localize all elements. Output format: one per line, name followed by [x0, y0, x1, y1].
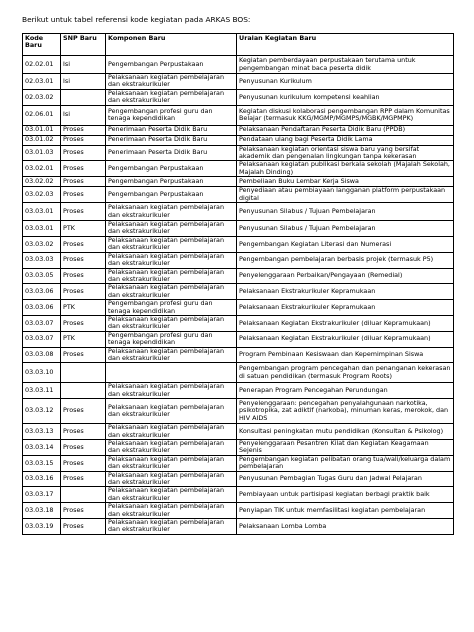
uraian-cell: Penyelenggaraan: pencegahan penyalahgunaan narkotika, psikotropika, zat adiktif (narkoba), minuman keras, merokok, dan HIV AIDS	[237, 399, 454, 424]
table-row	[23, 331, 454, 347]
table-row	[23, 145, 454, 161]
uraian-cell: Pengembangan kegiatan pelibatan orang tua/wali/keluarga dalam pembelajaran	[237, 455, 454, 471]
snp-cell: Proses	[61, 347, 106, 363]
table-row	[23, 503, 454, 519]
komponen-cell: Pelaksanaan kegiatan pembelajaran dan ekstrakurikuler	[106, 315, 237, 331]
table-row	[23, 471, 454, 487]
komponen-cell: Penerimaan Peserta Didik Baru	[106, 135, 237, 145]
kode-cell: 03.03.07	[23, 315, 61, 331]
komponen-cell: Pelaksanaan kegiatan pembelajaran dan ekstrakurikuler	[106, 383, 237, 399]
uraian-cell: Penyelenggaraan Pesantren Kilat dan Kegiatan Keagamaan Sejenis	[237, 440, 454, 456]
table-row	[23, 135, 454, 145]
komponen-cell: Pelaksanaan kegiatan pembelajaran dan ekstrakurikuler	[106, 268, 237, 284]
snp-cell: Proses	[61, 145, 106, 161]
table-row	[23, 252, 454, 268]
kode-cell: 03.01.01	[23, 125, 61, 135]
uraian-cell: Penyediaan atau pembiayaan langganan platform perpustakaan digital	[237, 187, 454, 203]
komponen-cell: Pelaksanaan kegiatan pembelajaran dan ekstrakurikuler	[106, 236, 237, 252]
komponen-cell: Pelaksanaan kegiatan pembelajaran dan ekstrakurikuler	[106, 471, 237, 487]
kode-cell: 03.03.07	[23, 331, 61, 347]
uraian-cell: Pembiayaan untuk partisipasi kegiatan berbagi praktik baik	[237, 487, 454, 503]
snp-cell: Proses	[61, 252, 106, 268]
uraian-cell: Pengembangan Kegiatan Literasi dan Numerasi	[237, 236, 454, 252]
komponen-cell: Pengembangan profesi guru dan tenaga kependidikan	[106, 331, 237, 347]
kode-cell: 03.03.03	[23, 252, 61, 268]
kode-cell: 03.02.01	[23, 161, 61, 177]
uraian-cell: Pelaksanaan kegiatan publikasi berkala sekolah (Majalah Sekolah, Majalah Dinding)	[237, 161, 454, 177]
table-row	[23, 455, 454, 471]
table-row	[23, 105, 454, 125]
table-row	[23, 347, 454, 363]
header-uraian-kegiatan: Uraian Kegiatan Baru	[237, 34, 454, 56]
snp-cell: Proses	[61, 135, 106, 145]
uraian-cell: Pelaksanaan Ekstrakurikuler Kepramukaan	[237, 284, 454, 300]
snp-cell: Proses	[61, 125, 106, 135]
snp-cell: Proses	[61, 455, 106, 471]
uraian-cell: Pelaksanaan Kegiatan Ekstrakurikuler (diluar Kepramukaan)	[237, 315, 454, 331]
kode-cell: 03.03.01	[23, 221, 61, 237]
komponen-cell: Pelaksanaan kegiatan pembelajaran dan ekstrakurikuler	[106, 89, 237, 105]
uraian-cell: Penyusunan Kurikulum	[237, 74, 454, 90]
snp-cell: Proses	[61, 440, 106, 456]
kode-cell: 03.03.15	[23, 455, 61, 471]
table-row	[23, 74, 454, 90]
komponen-cell	[106, 363, 237, 383]
uraian-cell: Penerapan Program Pencegahan Perundungan	[237, 383, 454, 399]
table-row	[23, 221, 454, 237]
komponen-cell: Pengembangan Perpustakaan	[106, 187, 237, 203]
snp-cell: Proses	[61, 177, 106, 187]
uraian-cell: Penyiapan TIK untuk memfasilitasi kegiatan pembelajaran	[237, 503, 454, 519]
header-snp-baru: SNP Baru	[61, 34, 106, 56]
uraian-cell: Pengembangan program pencegahan dan penanganan kekerasan di satuan pendidikan (termasuk Program Roots)	[237, 363, 454, 383]
table-row	[23, 399, 454, 424]
komponen-cell: Pelaksanaan kegiatan pembelajaran dan ekstrakurikuler	[106, 221, 237, 237]
komponen-cell: Pelaksanaan kegiatan pembelajaran dan ekstrakurikuler	[106, 399, 237, 424]
snp-cell: Proses	[61, 284, 106, 300]
snp-cell: Proses	[61, 203, 106, 221]
komponen-cell: Pelaksanaan kegiatan pembelajaran dan ekstrakurikuler	[106, 440, 237, 456]
komponen-cell: Pengembangan profesi guru dan tenaga kependidikan	[106, 105, 237, 125]
header-kode-baru: Kode Baru	[23, 34, 61, 56]
snp-cell: Proses	[61, 471, 106, 487]
snp-cell: Proses	[61, 187, 106, 203]
kode-cell: 03.03.16	[23, 471, 61, 487]
komponen-cell: Penerimaan Peserta Didik Baru	[106, 125, 237, 135]
snp-cell: Proses	[61, 236, 106, 252]
uraian-cell: Penyusunan Silabus / Tujuan Pembelajaran	[237, 221, 454, 237]
komponen-cell: Pelaksanaan kegiatan pembelajaran dan ekstrakurikuler	[106, 252, 237, 268]
snp-cell: Proses	[61, 268, 106, 284]
snp-cell: PTK	[61, 221, 106, 237]
kode-cell: 03.03.01	[23, 203, 61, 221]
kode-cell: 03.02.02	[23, 177, 61, 187]
komponen-cell: Pelaksanaan kegiatan pembelajaran dan ekstrakurikuler	[106, 74, 237, 90]
komponen-cell: Pelaksanaan kegiatan pembelajaran dan ekstrakurikuler	[106, 424, 237, 440]
uraian-cell: Pelaksanaan Lomba Lomba	[237, 519, 454, 535]
snp-cell: Proses	[61, 519, 106, 535]
kode-cell: 03.03.12	[23, 399, 61, 424]
snp-cell: Proses	[61, 161, 106, 177]
kode-cell: 03.03.11	[23, 383, 61, 399]
komponen-cell: Pengembangan Perpustakaan	[106, 177, 237, 187]
komponen-cell: Pengembangan Perpustakaan	[106, 56, 237, 74]
kode-cell: 02.03.02	[23, 89, 61, 105]
table-header-row	[23, 34, 454, 56]
table-row	[23, 284, 454, 300]
uraian-cell: Kegiatan diskusi kolaborasi pengembangan RPP dalam Komunitas Belajar (termasuk KKG/MGMP/MGMPS/MGBK/MGPMPK)	[237, 105, 454, 125]
uraian-cell: Konsultasi peningkatan mutu pendidikan (Konsultan & Psikolog)	[237, 424, 454, 440]
komponen-cell: Pengembangan profesi guru dan tenaga kependidikan	[106, 300, 237, 316]
kode-cell: 03.01.03	[23, 145, 61, 161]
table-row	[23, 203, 454, 221]
komponen-cell: Pelaksanaan kegiatan pembelajaran dan ekstrakurikuler	[106, 487, 237, 503]
uraian-cell: Pelaksanaan Pendaftaran Peserta Didik Baru (PPDB)	[237, 125, 454, 135]
table-row	[23, 519, 454, 535]
uraian-cell: Pembeliaan Buku Lembar Kerja Siswa	[237, 177, 454, 187]
kode-cell: 03.03.14	[23, 440, 61, 456]
kode-cell: 03.03.17	[23, 487, 61, 503]
snp-cell	[61, 89, 106, 105]
komponen-cell: Pelaksanaan kegiatan pembelajaran dan ekstrakurikuler	[106, 203, 237, 221]
komponen-cell: Pelaksanaan kegiatan pembelajaran dan ekstrakurikuler	[106, 503, 237, 519]
table-row	[23, 89, 454, 105]
uraian-cell: Kegiatan pemberdayaan perpustakaan terutama untuk pengembangan minat baca peserta didik	[237, 56, 454, 74]
snp-cell: Proses	[61, 503, 106, 519]
kode-cell: 03.03.08	[23, 347, 61, 363]
kode-cell: 03.03.10	[23, 363, 61, 383]
uraian-cell: Pengembangan pembelajaran berbasis projek (termasuk P5)	[237, 252, 454, 268]
header-komponen-baru: Komponen Baru	[106, 34, 237, 56]
snp-cell: Isi	[61, 74, 106, 90]
uraian-cell: Pelaksanaan kegiatan orientasi siswa baru yang bersifat akademik dan pengenalan lingkungan tanpa kekerasan	[237, 145, 454, 161]
table-row	[23, 268, 454, 284]
komponen-cell: Pengembangan Perpustakaan	[106, 161, 237, 177]
intro-text: Berikut untuk tabel referensi kode kegiatan pada ARKAS BOS:	[22, 15, 251, 24]
uraian-cell: Penyusunan Silabus / Tujuan Pembelajaran	[237, 203, 454, 221]
kode-cell: 03.01.02	[23, 135, 61, 145]
uraian-cell: Penyusunan Pembagian Tugas Guru dan Jadwal Pelajaran	[237, 471, 454, 487]
uraian-cell: Program Pembinaan Kesiswaan dan Kepemimpinan Siswa	[237, 347, 454, 363]
uraian-cell: Pelaksanaan Kegiatan Ekstrakurikuler (diluar Kepramukaan)	[237, 331, 454, 347]
kode-cell: 03.03.06	[23, 284, 61, 300]
table-row	[23, 383, 454, 399]
kode-cell: 03.03.18	[23, 503, 61, 519]
activity-code-table	[22, 33, 454, 535]
kode-cell: 02.02.01	[23, 56, 61, 74]
snp-cell: Isi	[61, 105, 106, 125]
snp-cell	[61, 363, 106, 383]
uraian-cell: Penyusunan kurikulum kompetensi keahlian	[237, 89, 454, 105]
kode-cell: 02.06.01	[23, 105, 61, 125]
snp-cell: Proses	[61, 315, 106, 331]
uraian-cell: Pendataan ulang bagi Peserta Didik Lama	[237, 135, 454, 145]
snp-cell: Isi	[61, 56, 106, 74]
table-row	[23, 187, 454, 203]
kode-cell: 03.03.02	[23, 236, 61, 252]
kode-cell: 02.03.01	[23, 74, 61, 90]
table-body	[23, 56, 454, 535]
kode-cell: 03.03.13	[23, 424, 61, 440]
table-row	[23, 487, 454, 503]
table-row	[23, 161, 454, 177]
kode-cell: 03.03.19	[23, 519, 61, 535]
komponen-cell: Pelaksanaan kegiatan pembelajaran dan ekstrakurikuler	[106, 519, 237, 535]
table-row	[23, 125, 454, 135]
table-row	[23, 177, 454, 187]
table-row	[23, 424, 454, 440]
snp-cell: Proses	[61, 424, 106, 440]
snp-cell: Proses	[61, 399, 106, 424]
snp-cell: PTK	[61, 300, 106, 316]
snp-cell: PTK	[61, 331, 106, 347]
table-row	[23, 315, 454, 331]
kode-cell: 03.03.05	[23, 268, 61, 284]
komponen-cell: Pelaksanaan kegiatan pembelajaran dan ekstrakurikuler	[106, 455, 237, 471]
kode-cell: 03.02.03	[23, 187, 61, 203]
table-row	[23, 56, 454, 74]
kode-cell: 03.03.06	[23, 300, 61, 316]
uraian-cell: Pelaksanaan Ekstrakurikuler Kepramukaan	[237, 300, 454, 316]
snp-cell	[61, 383, 106, 399]
komponen-cell: Pelaksanaan kegiatan pembelajaran dan ekstrakurikuler	[106, 347, 237, 363]
uraian-cell: Penyelenggaraan Perbaikan/Pengayaan (Remedial)	[237, 268, 454, 284]
table-row	[23, 440, 454, 456]
table-row	[23, 300, 454, 316]
komponen-cell: Pelaksanaan kegiatan pembelajaran dan ekstrakurikuler	[106, 284, 237, 300]
table-row	[23, 236, 454, 252]
komponen-cell: Penerimaan Peserta Didik Baru	[106, 145, 237, 161]
snp-cell	[61, 487, 106, 503]
table-row	[23, 363, 454, 383]
